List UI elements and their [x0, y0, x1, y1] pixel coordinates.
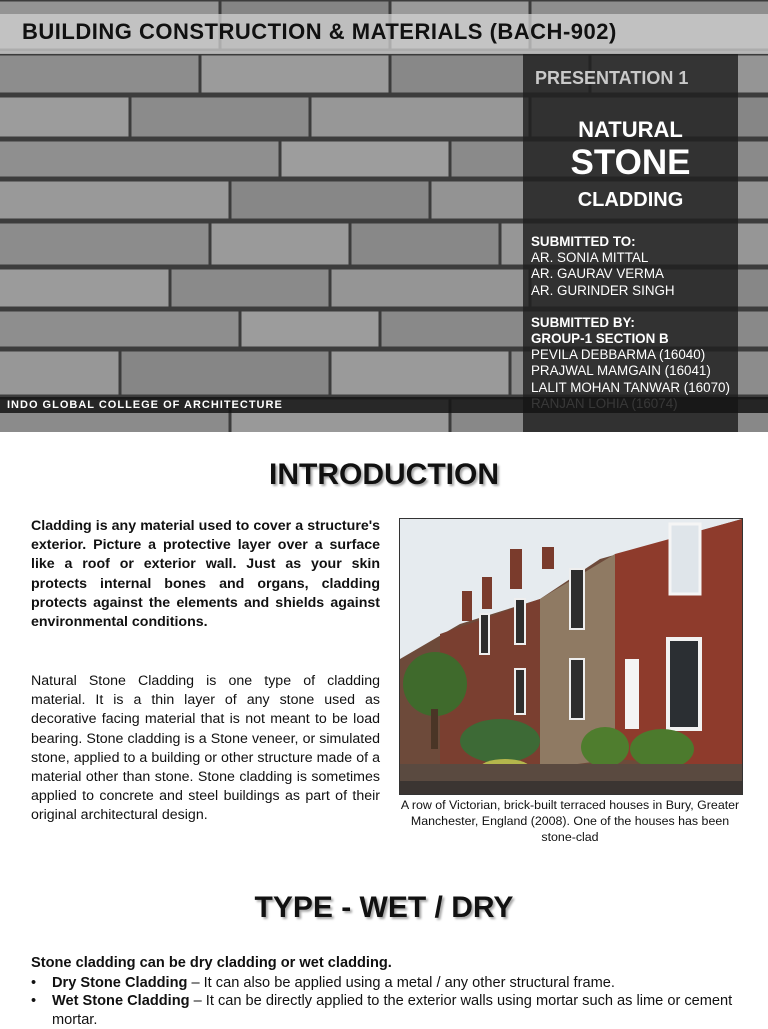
- topic-line-3: CLADDING: [577, 189, 684, 211]
- member-name: PRAJWAL MAMGAIN (16041): [531, 363, 711, 379]
- college-name: INDO GLOBAL COLLEGE OF ARCHITECTURE: [7, 399, 283, 411]
- member-name: PEVILA DEBBARMA (16040): [531, 347, 706, 363]
- topic-line-1: NATURAL: [578, 117, 683, 142]
- group-label: GROUP-1 SECTION B: [531, 331, 669, 347]
- list-item-term: Wet Stone Cladding: [52, 993, 190, 1010]
- faculty-name: AR. SONIA MITTAL: [531, 250, 649, 266]
- credits-block: [531, 234, 730, 412]
- type-heading: TYPE - WET / DRY: [254, 891, 514, 924]
- stone-cladding-paragraph: Natural Stone Cladding is one type of cladding material. It is a thin layer of any stone used as decorative facing material that is not meant to be load bearing. Stone cladding is a Stone veneer, or simulated stone, applied to a building or other structure made of a material other than stone. Stone cladding is sometimes applied to concrete and steel buildings as part of their original architectural design.: [31, 673, 380, 824]
- introduction-heading: INTRODUCTION: [269, 458, 499, 491]
- faculty-name: AR. GURINDER SINGH: [531, 282, 675, 298]
- submitted-by-heading: SUBMITTED BY:: [531, 314, 635, 330]
- cover-slide: [0, 0, 768, 432]
- faculty-name: AR. GAURAV VERMA: [531, 266, 664, 282]
- photo-caption: A row of Victorian, brick-built terraced houses in Bury, Greater Manchester, England (2008). One of the houses has been stone-clad: [400, 798, 740, 844]
- list-item-term: Dry Stone Cladding: [52, 975, 188, 991]
- course-title: BUILDING CONSTRUCTION & MATERIALS (BACH-902): [22, 19, 617, 44]
- list-item-text: – It can be directly applied to the exterior walls using mortar such as lime or cement mortar.: [52, 993, 733, 1028]
- submitted-to-heading: SUBMITTED TO:: [531, 234, 636, 249]
- presentation-number: PRESENTATION 1: [535, 68, 689, 88]
- member-name: LALIT MOHAN TANWAR (16070): [531, 379, 730, 395]
- cladding-definition: Cladding is any material used to cover a structure's exterior. Picture a protective layer over a surface like a roof or exterior wall. Just as your skin protects internal bones and organs, cladding protects against the elements and shields against environmental conditions.: [31, 518, 380, 631]
- topic-line-2: STONE: [570, 143, 691, 182]
- bullet-marker: •: [31, 993, 37, 1010]
- list-item: [31, 974, 751, 992]
- cladding-type-list: [31, 974, 751, 1029]
- bullet-marker: •: [31, 975, 37, 991]
- terraced-houses-photo: [399, 518, 743, 795]
- list-item-text: – It can also be applied using a metal / any other structural frame.: [187, 975, 615, 991]
- type-lead-text: Stone cladding can be dry cladding or wet cladding.: [31, 955, 392, 971]
